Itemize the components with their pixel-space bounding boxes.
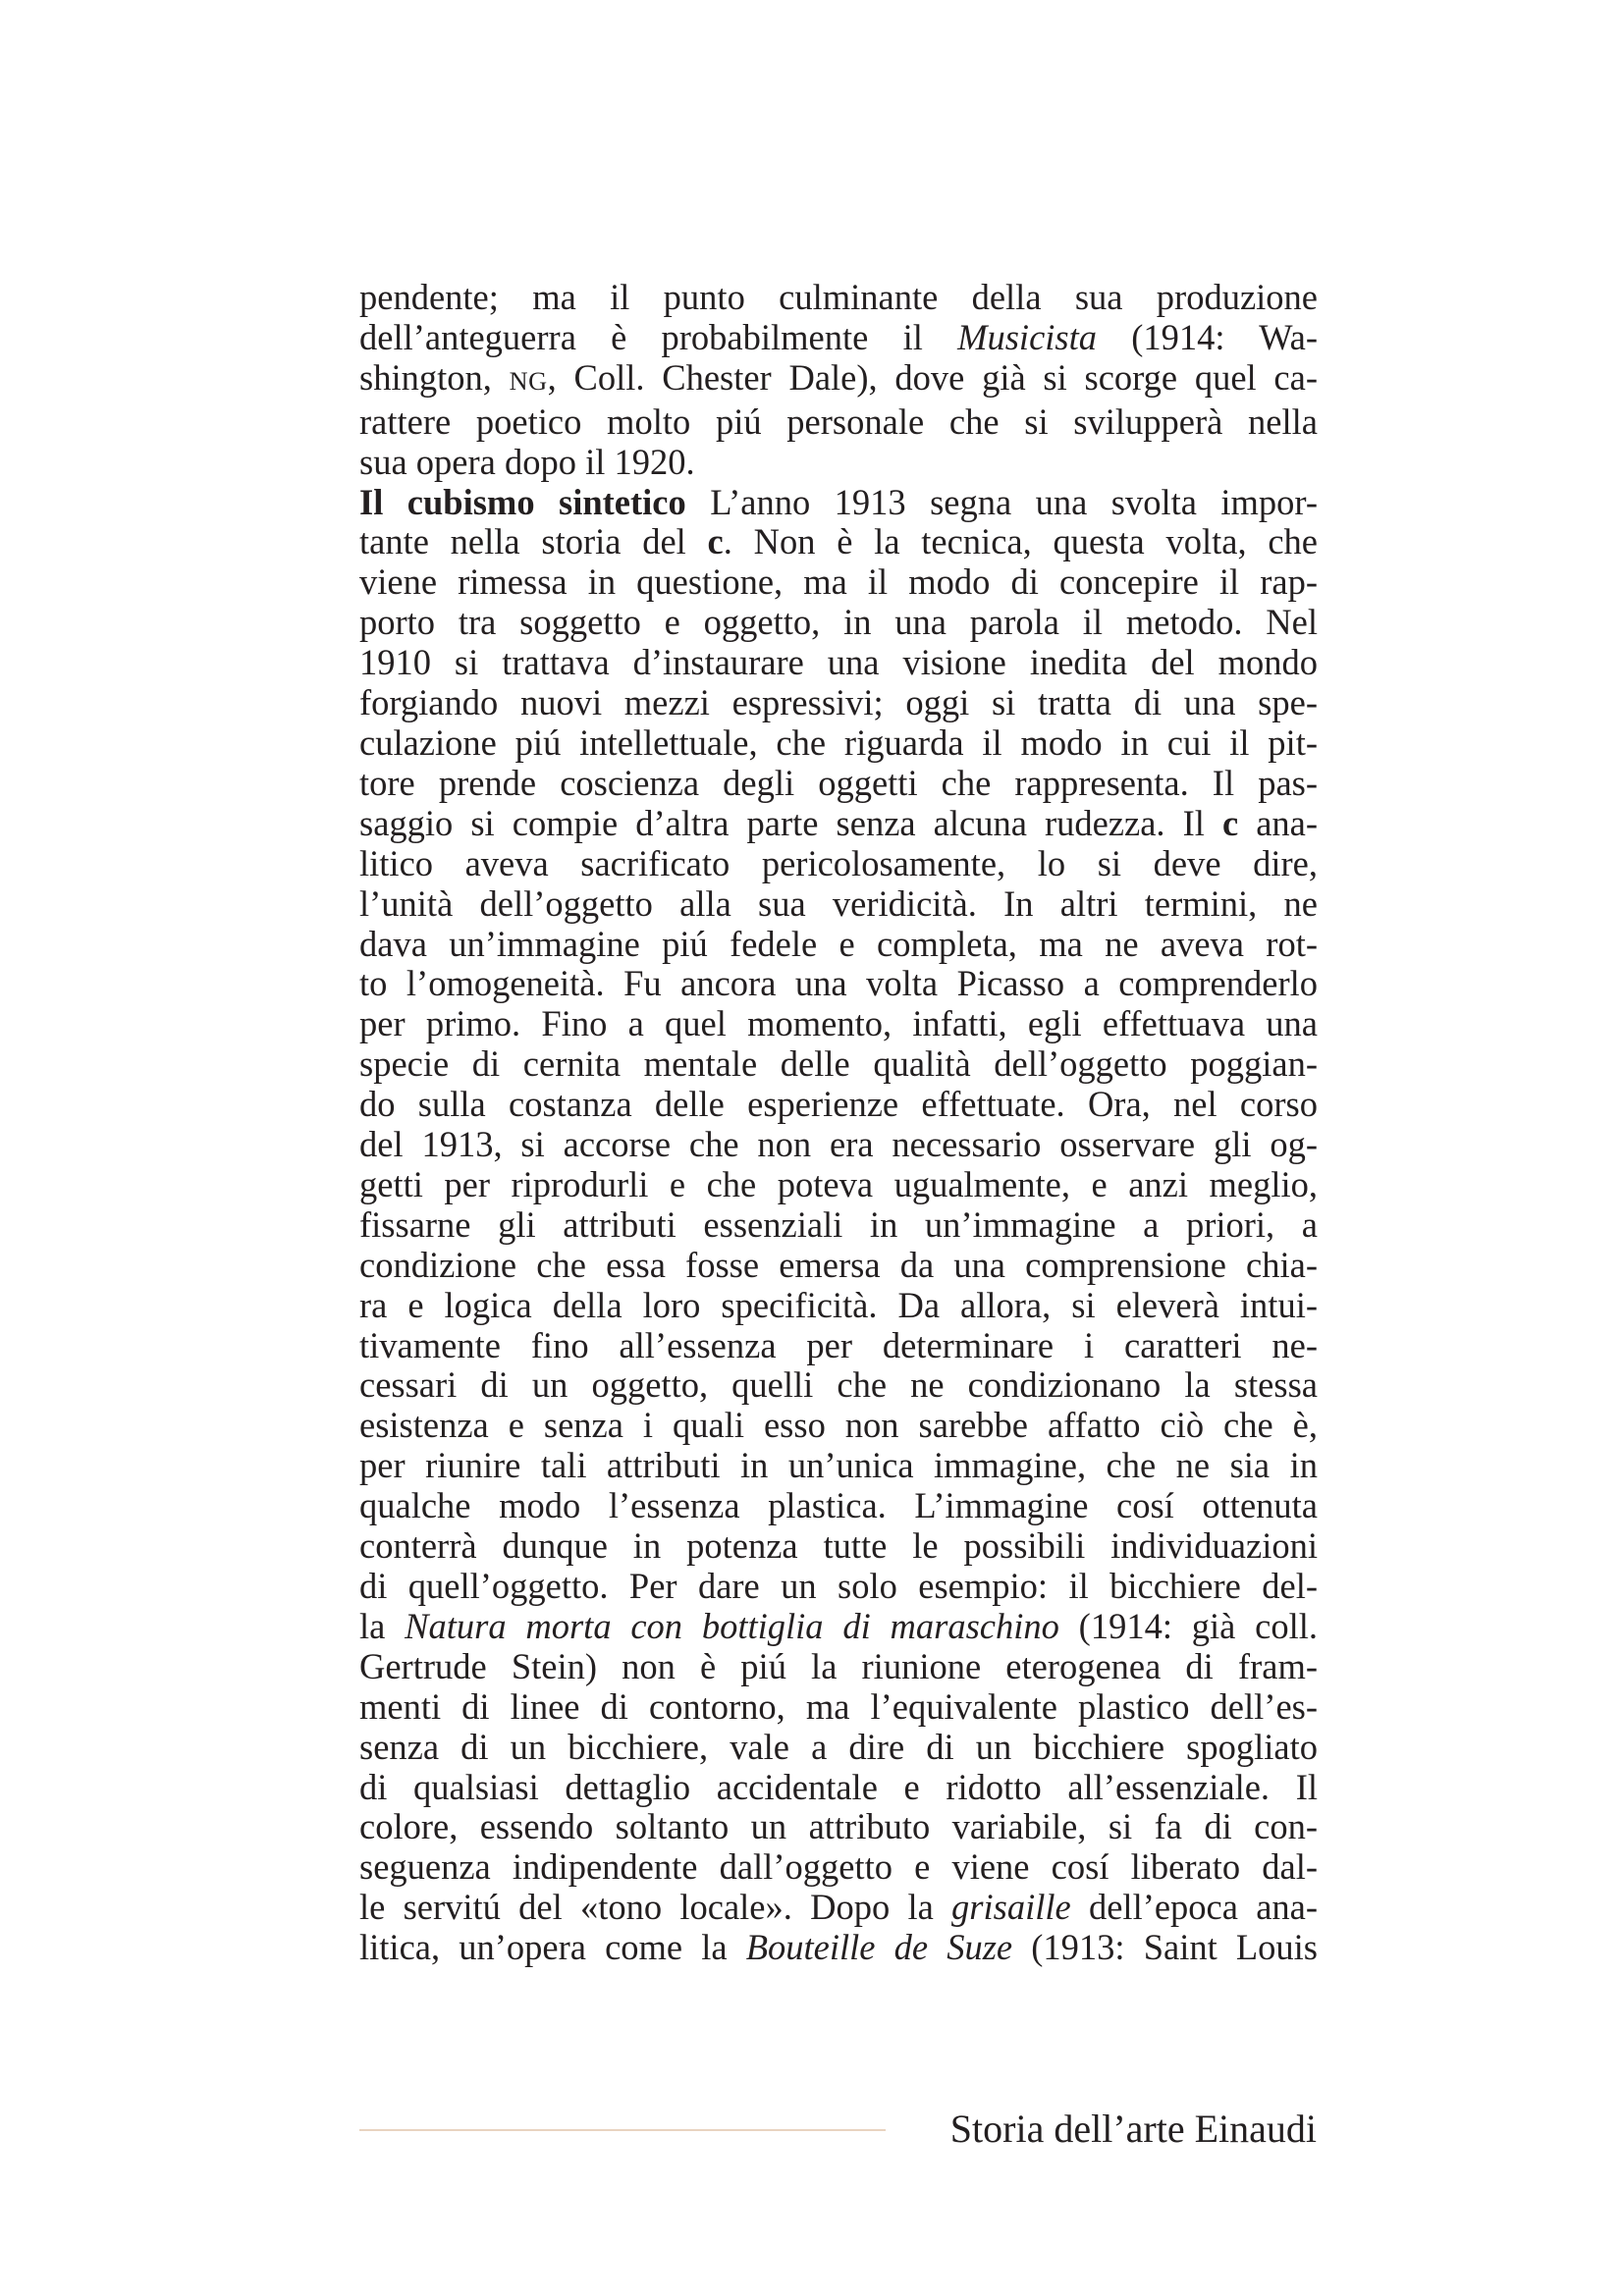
text-line: shington, NG, Coll. Chester Dale), dove già si scorge quel ca- [359, 356, 1318, 398]
technique-term: grisaille [951, 1887, 1071, 1928]
text-line: 1910 si trattava d’instaurare una visione inedita del mondo [359, 642, 1318, 683]
text-line: cessari di un oggetto, quelli che ne condizionano la stessa [359, 1364, 1318, 1406]
text-line: sua opera dopo il 1920. [359, 441, 695, 482]
text-line: la Natura morta con bottiglia di maraschino (1914: già coll. [359, 1605, 1318, 1646]
text-line: di qualsiasi dettaglio accidentale e ridotto all’essenziale. Il [359, 1766, 1318, 1807]
abbreviation-c: c [707, 521, 724, 562]
text-line: le servitú del «tono locale». Dopo la grisaille dell’epoca ana- [359, 1887, 1319, 1928]
text-line: pendente; ma il punto culminante della sua produzione [359, 277, 1318, 317]
text-line: viene rimessa in questione, ma il modo di concepire il rap- [359, 561, 1318, 603]
text-line: colore, essendo soltanto un attributo variabile, si fa di con- [359, 1806, 1318, 1847]
footer-title: Storia dell’arte Einaudi [949, 2107, 1317, 2151]
text-line: ra e logica della loro specificità. Da allora, si eleverà intui- [359, 1284, 1318, 1325]
text-line: porto tra soggetto e oggetto, in una parola il metodo. Nel [359, 602, 1318, 643]
text-line: dava un’immagine piú fedele e completa, ma ne aveva rot- [359, 923, 1318, 964]
text-line: do sulla costanza delle esperienze effettuate. Ora, nel corso [359, 1084, 1318, 1125]
artwork-title: Musicista [957, 316, 1098, 357]
text-line: Gertrude Stein) non è piú la riunione eterogenea di fram- [359, 1645, 1318, 1686]
text-line: litico aveva sacrificato pericolosamente, lo si deve dire, [359, 842, 1318, 883]
footer-rule [359, 2129, 886, 2131]
text-line: getti per riprodurli e che poteva ugualmente, e anzi meglio, [359, 1163, 1318, 1204]
text-line: saggio si compie d’altra parte senza alcuna rudezza. Il c ana- [359, 802, 1319, 843]
artwork-title: Natura morta con bottiglia di maraschino [405, 1605, 1059, 1646]
body-text [359, 278, 1318, 1968]
text-line: forgiando nuovi mezzi espressivi; oggi si tratta di una spe- [359, 682, 1318, 723]
text-line: dell’anteguerra è probabilmente il Musicista (1914: Wa- [359, 316, 1318, 357]
text-line: tivamente fino all’essenza per determinare i caratteri ne- [359, 1324, 1318, 1365]
text-line: seguenza indipendente dall’oggetto e viene cosí liberato dal- [359, 1846, 1318, 1888]
abbreviation-ng: NG [509, 366, 548, 396]
text-line: menti di linee di contorno, ma l’equivalente plastico dell’es- [359, 1685, 1318, 1727]
text-line: to l’omogeneità. Fu ancora una volta Picasso a comprenderlo [359, 963, 1318, 1004]
section-heading-line: Il cubismo sintetico L’anno 1913 segna una svolta impor- [359, 481, 1318, 522]
text-line: del 1913, si accorse che non era necessario osservare gli og- [359, 1124, 1318, 1165]
text-line: di quell’oggetto. Per dare un solo esempio: il bicchiere del- [359, 1566, 1318, 1606]
artwork-title: Bouteille de Suze [745, 1927, 1013, 1968]
text-line: tore prende coscienza degli oggetti che rappresenta. Il pas- [359, 762, 1318, 803]
text-line: tante nella storia del c. Non è la tecnica, questa volta, che [359, 521, 1318, 562]
text-line: culazione piú intellettuale, che riguarda il modo in cui il pit- [359, 721, 1318, 763]
text-line: esistenza e senza i quali esso non sarebbe affatto ciò che è, [359, 1405, 1318, 1446]
section-heading: Il cubismo sintetico [359, 481, 686, 522]
text-line: qualche modo l’essenza plastica. L’immagine cosí ottenuta [359, 1485, 1318, 1526]
text-line: conterrà dunque in potenza tutte le possibili individuazioni [359, 1525, 1318, 1567]
text-line: condizione che essa fosse emersa da una comprensione chia- [359, 1244, 1318, 1285]
text-line: senza di un bicchiere, vale a dire di un bicchiere spogliato [359, 1726, 1318, 1767]
text-line: per riunire tali attributi in un’unica immagine, che ne sia in [359, 1445, 1318, 1486]
text-line: fissarne gli attributi essenziali in un’immagine a priori, a [359, 1203, 1318, 1245]
text-line: l’unità dell’oggetto alla sua veridicità. In altri termini, ne [359, 882, 1318, 924]
text-line: specie di cernita mentale delle qualità dell’oggetto poggian- [359, 1043, 1318, 1085]
text-line: per primo. Fino a quel momento, infatti, egli effettuava una [359, 1003, 1318, 1044]
abbreviation-c: c [1221, 802, 1239, 843]
text-line: litica, un’opera come la Bouteille de Suze (1913: Saint Louis [359, 1927, 1318, 1968]
text-line: rattere poetico molto piú personale che si svilupperà nella [359, 400, 1318, 442]
